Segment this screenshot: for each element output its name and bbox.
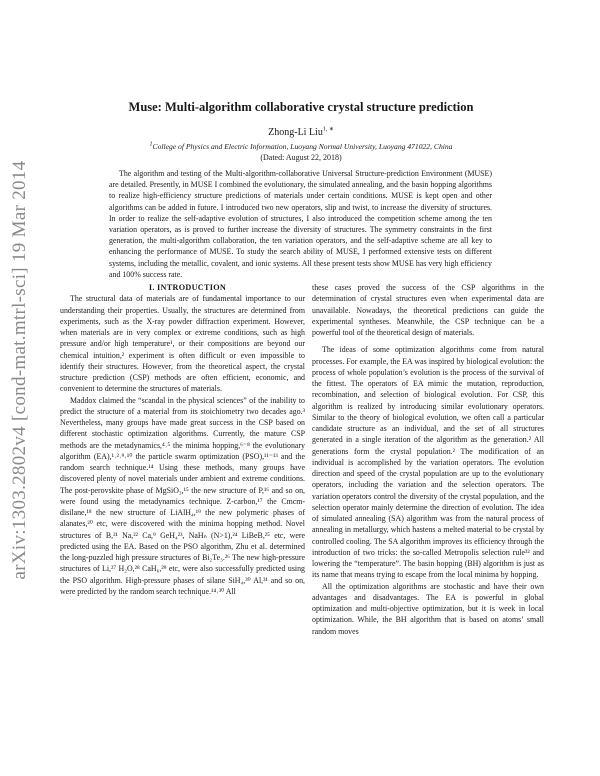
affiliation: College of Physics and Electric Information, Luoyang Normal University, Luoyang 471022, China bbox=[152, 142, 453, 151]
arxiv-sidebar-stamp bbox=[6, 130, 34, 610]
paper-title: Muse: Multi-algorithm collaborative crystal structure prediction bbox=[128, 100, 474, 114]
dated-line: (Dated: August 22, 2018) bbox=[260, 153, 342, 162]
arxiv-id: arXiv:1303.2802v4 [cond-mat.mtrl-sci] 19 Mar 2014 bbox=[9, 160, 30, 580]
paper-header bbox=[60, 100, 542, 162]
author-name: Zhong-Li Liu bbox=[268, 127, 323, 138]
affiliation-line bbox=[60, 142, 542, 151]
affiliation-mark: 1 bbox=[149, 141, 153, 148]
abstract: The algorithm and testing of the Multi-algorithm-collaborative Universal Structure-prediction Environment (MUSE) are detailed. Presently, in MUSE I combined the evolutionary, the simulated annealing, and the basin hopping algorithms to realize high-efficiency structure predictions of materials under certain conditions. MUSE is kept open and other algorithms can be added in future. I introduced two new operators, slip and twist, to increase the diversity of structures. In order to realize the self-adaptive evolution of structures, I also introduced the competition scheme among the ten variation operators, as is proved to further increase the diversity of structures. The symmetry constraints in the first generation, the multi-algorithm collaboration, the ten variation operators, and the self-adaptive scheme are all key to enhancing the performance of MUSE. To study the search ability of MUSE, I performed extensive tests on different systems, including the metallic, covalent, and ionic systems. All these present tests show MUSE has very high efficiency and 100% success rate. bbox=[109, 169, 492, 279]
left-paragraph-2: Maddox claimed the “scandal in the physical sciences” of the inability to predict the structure of a material from its stoichiometry two decades ago.³ Nevertheless, many groups have made great success in the CSP based on different stochastic optimization algorithms. Currently, the mature CSP methods are the metadynamics,⁴˒⁵ the minima hopping,⁶⁻⁸ the evolutionary algorithm (EA),¹˒²˒⁹˒¹⁰ the particle swarm optimization (PSO),¹¹⁻¹³ and the random search technique.¹⁴ Using these methods, many groups have discovered plenty of novel materials under ambient and extreme conditions. The post-perovskite phase of MgSiO₃,¹⁵ the new structure of P,¹⁶ and so on, were found using the metadynamics technique. Z-carbon,¹⁷ the Cmcm-disilane,¹⁸ the new structure of LiAlH₄,¹⁹ the new polymeric phases of alanates,²⁰ etc, were discovered with the minima hopping method. Novel structures of B,²¹ Na,²² Ca,⁹ GeH₄²³, NaHₙ (N>1),²⁴ LiBeB,²⁵ etc, were predicted using the EA. Based on the PSO algorithm, Zhu et al. determined the long-puzzled high pressure structures of Bi₂Te₃.²⁶ The new high-pressure structures of Li,²⁷ H₂O,²⁸ CaH₆,²⁹ etc, were also successfully predicted using the PSO algorithm. High-pressure phases of silane SiH₄,³⁰ Al,³¹ and so on, were predicted by the random search technique.¹⁴˒³⁰ All bbox=[60, 395, 305, 596]
right-paragraph-3: All the optimization algorithms are stochastic and have their own advantages and disadvantages. The EA is powerful in global optimization and multi-objective optimization, but it is week in local optimization. While, the BH algorithm that is based on atoms’ small random moves bbox=[312, 581, 544, 636]
right-column bbox=[312, 282, 544, 637]
left-column bbox=[60, 282, 305, 597]
author-marks: 1, ∗ bbox=[322, 126, 334, 133]
author-line bbox=[60, 127, 542, 138]
right-paragraph-2: The ideas of some optimization algorithms come from natural processes. For example, the EA was inspired by biological evolution: the process of whole population’s evolution is the process of the survival of the fittest. The operators of EA mimic the mutation, reproduction, recombination, and selection of biological evolution. For CSP, this algorithm is realized by introducing similar evolutionary operators. Similar to the theory of biological evolution, we often call a particular candidate structure as an individual, and the set of all structures generated in a single iteration of the algorithm as the generation.² All generations form the crystal population.² The modification of an individual is accomplished by the variation operators. The evolution direction and speed of the crystal population are up to the evolutionary operators, including the variation and the selection operators. The variation operators control the diversity of the crystal population, and the selection operator mainly determine the direction of evolution. The idea of simulated annealing (SA) algorithm was from the natural process of annealing in metallurgy, which hastens a melted material to be crystal by controlled cooling. The SA algorithm improves its efficiency through the introduction of two tricks: the so-called Metropolis selection rule³² and lowering the “temperature”. The basin hopping (BH) algorithm is just as its name that means trying to escape from the local minima by hopping. bbox=[312, 345, 544, 580]
section-heading: I. INTRODUCTION bbox=[148, 283, 227, 292]
right-paragraph-1: these cases proved the success of the CSP algorithms in the determination of crystal structures even when experimental data are unavailable. Nowadays, the theoretical predictions can guide the experimental syntheses. Meanwhile, the CSP technique can be a powerful tool of the theoretical design of materials. bbox=[312, 283, 544, 337]
left-paragraph-1: The structural data of materials are of fundamental importance to our understanding their properties. Usually, the structures are determined from experiments, such as the X-ray powder diffraction experiment. However, when materials are in very complex or extreme conditions, such as high pressure and/or high temperature¹, or their compositions are beyond our chemical intuition,² experiment is often difficult or even impossible to identify their structures. However, from the theoretical aspect, the crystal structure prediction (CSP) methods are often efficient, economic, and convenient to determine the structures of materials. bbox=[60, 294, 305, 394]
